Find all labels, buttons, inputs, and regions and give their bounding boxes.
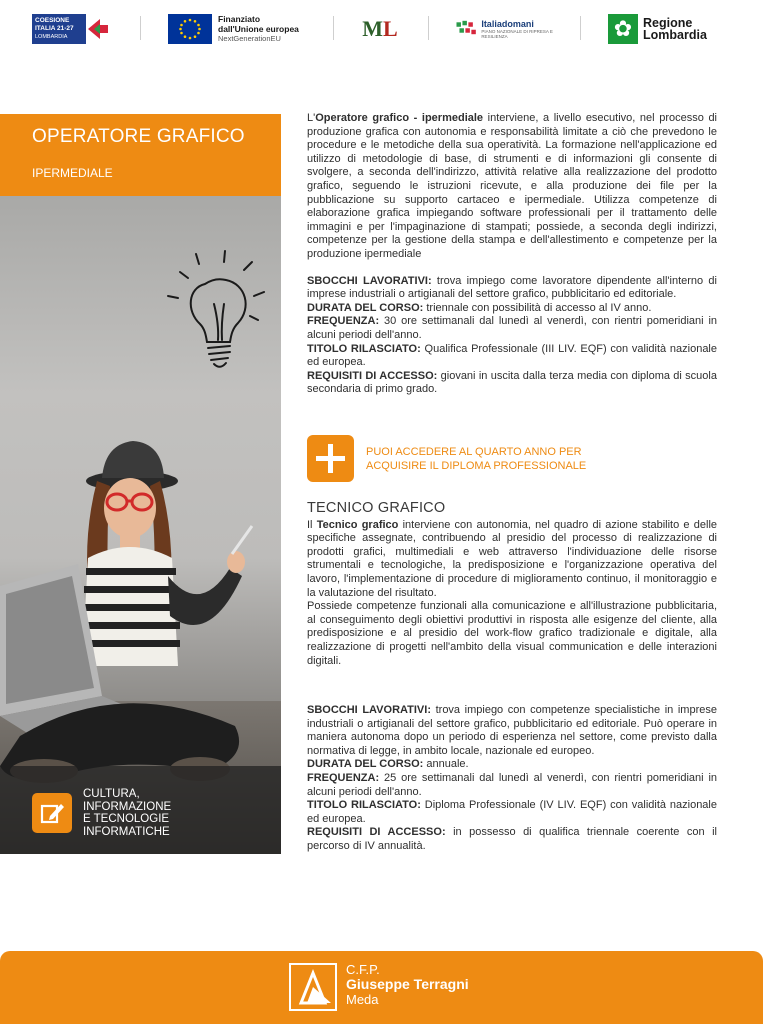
item-label: FREQUENZA: xyxy=(307,771,380,784)
intro-prefix: L' xyxy=(307,112,316,124)
coesione-line1: COESIONE xyxy=(35,17,70,24)
course-sidebar xyxy=(0,114,281,854)
intro-bold: Operatore grafico - ipermediale xyxy=(315,112,484,124)
coesione-line2: ITALIA 21-27 xyxy=(35,25,74,32)
item-label: SBOCCHI LAVORATIVI: xyxy=(307,274,432,287)
italiadomani-tagline: PIANO NAZIONALE DI RIPRESA E RESILIENZA xyxy=(481,29,553,39)
item-text: 25 ore settimanali dal lunedì al venerdì, con rientri pomeridiani in alcuni periodi dell'anno. xyxy=(307,771,717,798)
tecnico-details xyxy=(307,704,717,854)
tecnico-item xyxy=(307,772,717,799)
coesione-italia-logo xyxy=(32,12,112,46)
item-text: giovani in uscita dalla terza media con diploma di scuola secondaria di primo grado. xyxy=(307,369,717,396)
item-label: DURATA DEL CORSO: xyxy=(307,301,424,314)
intro-text: interviene con autonomia, nel quadro di azione stabilito e delle specifiche assegnate, contribuendo al presidio del processo di realizzazione di prodotti grafici, multimediali e web attraverso l'individuazione delle risorse strumentali e tecnologiche, la predisposizione e l'organizzazione operativa del lavoro, l'implementazione di procedure di miglioramento continuo, il monitoraggio e la valutazione del risultato. xyxy=(307,518,718,599)
operatore-item xyxy=(307,343,717,370)
school-footer xyxy=(0,951,763,1024)
intro-bold: Tecnico grafico xyxy=(316,518,399,531)
plus-icon xyxy=(307,435,354,482)
hero-photo xyxy=(0,196,281,854)
item-text: triennale con possibilità di accesso al IV anno. xyxy=(423,301,652,314)
eu-line2: dall'Unione europea xyxy=(218,24,299,34)
course-title: OPERATORE GRAFICO xyxy=(32,126,245,147)
item-text: trova impiego come lavoratore dipendente all'interno di imprese industriali o artigianali del settore grafico, pubblicitario ed editoriale. xyxy=(307,274,717,301)
regione-line1: Regione xyxy=(643,16,693,30)
coesione-line3: LOMBARDIA xyxy=(35,34,68,40)
item-label: DURATA DEL CORSO: xyxy=(307,758,424,771)
logo-divider xyxy=(140,16,141,40)
regione-lombardia-logo xyxy=(608,12,728,46)
tecnico-paragraph2: Possiede competenze funzionali alla comunicazione e all'illustrazione pubblicitaria, al conseguimento degli obiettivi produttivi in risposta alle esigenze del cliente, alla predisposizione e al presidio del work-flow grafico tradizionale e digitale, alla realizzazione di progetti nell'ambito della visual communication e delle interazioni digitali. xyxy=(307,600,717,667)
tecnico-item xyxy=(307,758,717,772)
operatore-description xyxy=(307,112,717,397)
item-label: SBOCCHI LAVORATIVI: xyxy=(307,704,431,716)
operatore-intro xyxy=(307,112,717,262)
italiadomani-name: Italiadomani xyxy=(481,19,534,29)
italiadomani-icon xyxy=(455,16,477,42)
girl-with-laptop-illustration xyxy=(0,196,281,854)
operatore-item xyxy=(307,315,717,342)
item-text: trova impiego con competenze specialistiche in imprese industriali o artigianali del settore grafico, pubblicitario ed editoriale. Può operare in maniera autonoma dopo un periodo di esperienza nel settore, come previsto dalla normativa di legge, in ambito locale, nazionale ed europeo. xyxy=(307,704,717,757)
item-text: annuale. xyxy=(423,758,469,771)
item-text: Diploma Professionale (IV LIV. EQF) con validità nazionale ed europea. xyxy=(307,799,717,825)
footer-line2: Giuseppe Terragni xyxy=(346,976,469,992)
eu-funding-logo xyxy=(168,12,318,46)
lightbulb-icon xyxy=(168,251,264,367)
item-label: FREQUENZA: xyxy=(307,315,380,328)
logo-header xyxy=(0,0,763,60)
tecnico-heading: TECNICO GRAFICO xyxy=(307,500,446,516)
logo-divider xyxy=(580,16,581,40)
tecnico-item xyxy=(307,799,717,826)
footer-line3: Meda xyxy=(346,992,379,1007)
regione-mark-icon: ✿ xyxy=(608,14,638,44)
cfp-logo-icon xyxy=(289,963,337,1011)
tecnico-item xyxy=(307,826,717,853)
item-label: TITOLO RILASCIATO: xyxy=(307,342,421,355)
item-label: REQUISITI DI ACCESSO: xyxy=(307,369,438,382)
edit-pencil-icon xyxy=(32,793,72,833)
item-label: REQUISITI DI ACCESSO: xyxy=(307,826,446,839)
course-title-band xyxy=(0,114,281,196)
intro-text: interviene, a livello esecutivo, nel processo di produzione grafica con autonomia e responsabilità limitate a ciò che prevedono le procedure e le metodiche della sua operatività. La formazione nell'applicazione ed utilizzo di metodologie di base, di strumenti e di informazioni gli consente di svolgere, a seconda dell'indirizzo, attività relative alla realizzazione del prodotto grafico, seguendo le istruzioni ricevute, e alla produzione dei file per la pubblicazione su supporto cartaceo e ipermediale. Utilizza competenze di elaborazione grafica impiegando software professionali per il trattamento delle immagini e per l'impaginazione di stampati; possiede, a seconda degli indirizzi, competenze per la gestione della stampa e dell'allestimento e competenze per la produzione ipermediale xyxy=(307,112,717,260)
item-label: TITOLO RILASCIATO: xyxy=(307,799,421,812)
coesione-arrow-icon xyxy=(86,17,110,41)
regione-line2: Lombardia xyxy=(643,28,707,42)
eu-flag-icon xyxy=(168,14,212,44)
eu-line3: NextGenerationEU xyxy=(218,34,281,43)
category-label: CULTURA, INFORMAZIONE E TECNOLOGIE INFORMATICHE xyxy=(83,788,172,838)
operatore-item xyxy=(307,275,717,302)
ministero-mark: ML xyxy=(362,16,398,41)
footer-school-name xyxy=(346,962,469,1007)
tecnico-item xyxy=(307,704,717,758)
course-subtitle: IPERMEDIALE xyxy=(32,166,113,180)
operatore-item xyxy=(307,302,717,316)
item-text: in possesso di qualifica triennale coerente con il percorso di IV annualità. xyxy=(307,826,717,852)
quarto-anno-callout: PUOI ACCEDERE AL QUARTO ANNO PER ACQUISIRE IL DIPLOMA PROFESSIONALE xyxy=(366,446,587,472)
item-text: Qualifica Professionale (III LIV. EQF) con validità nazionale ed europea. xyxy=(307,342,717,369)
footer-line1: C.F.P. xyxy=(346,962,380,977)
eu-line1: Finanziato xyxy=(218,14,261,24)
tecnico-intro xyxy=(307,519,717,601)
item-text: 30 ore settimanali dal lunedì al venerdì, con rientri pomeridiani in alcuni periodi dell'anno. xyxy=(307,315,717,341)
intro-prefix: Il xyxy=(307,518,317,531)
category-box xyxy=(0,766,281,854)
operatore-item xyxy=(307,370,717,397)
italiadomani-logo xyxy=(455,12,555,46)
tecnico-description xyxy=(307,502,717,668)
ministero-logo xyxy=(360,12,400,46)
logo-divider xyxy=(333,16,334,40)
logo-divider xyxy=(428,16,429,40)
